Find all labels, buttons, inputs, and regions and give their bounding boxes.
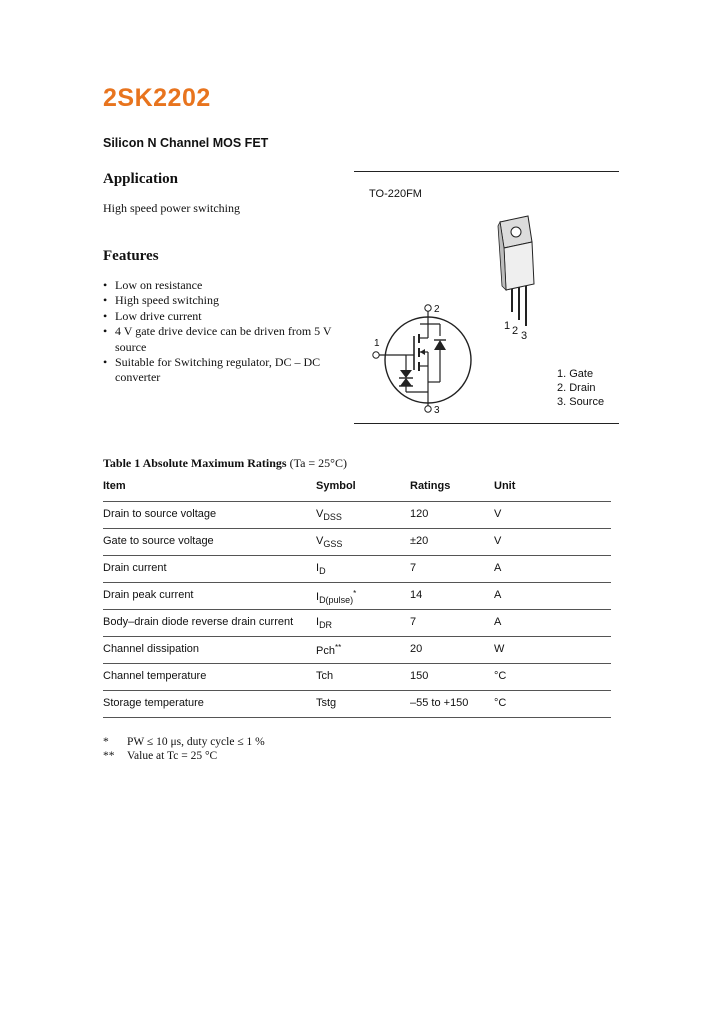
item-cell: Gate to source voltage (103, 535, 214, 547)
item-cell: Storage temperature (103, 697, 204, 709)
symbol-main: V (316, 535, 324, 547)
rating-cell: 14 (410, 589, 423, 601)
list-item (103, 309, 333, 324)
list-item (103, 278, 333, 293)
symbol-main: I (316, 591, 320, 603)
symbol-main: I (316, 616, 320, 628)
symbol-cell (316, 583, 410, 610)
column-header: Unit (494, 480, 516, 492)
list-item: 2. Drain (557, 382, 596, 394)
feature-text: Low on resistance (115, 278, 203, 292)
device-subtitle: Silicon N Channel MOS FET (103, 136, 269, 150)
footnote-text: PW ≤ 10 μs, duty cycle ≤ 1 % (127, 736, 265, 748)
symbol-main: V (316, 508, 324, 520)
footnote-mark: ** (103, 750, 115, 762)
lead-number: 3 (521, 330, 528, 342)
footnote (103, 749, 265, 763)
feature-text: 4 V gate drive device can be driven from 5 V source (115, 324, 332, 354)
symbol-subscript: D (319, 566, 326, 576)
symbol-subscript: DSS (323, 512, 342, 522)
unit-cell: A (494, 589, 502, 601)
footnotes (103, 735, 265, 763)
bullet-icon: • (103, 324, 108, 339)
symbol-cell (316, 556, 410, 583)
column-header: Symbol (316, 480, 356, 492)
source-pin-label: 3 (434, 405, 440, 416)
symbol-cell (316, 610, 410, 637)
gate-pin-label: 1 (374, 338, 380, 349)
symbol-footnote-mark: ** (334, 643, 342, 652)
package-name: TO-220FM (369, 188, 422, 200)
table-body (103, 502, 611, 718)
symbol-main: Pch (316, 645, 335, 657)
table-row (103, 529, 611, 556)
symbol-main: Tch (316, 670, 334, 682)
list-item (103, 293, 333, 308)
drain-pin-label: 2 (434, 304, 440, 315)
table-row (103, 556, 611, 583)
footnote-text: Value at Tc = 25 °C (127, 750, 218, 762)
symbol-main: Tstg (316, 697, 337, 709)
item-cell: Drain to source voltage (103, 508, 217, 520)
footnote-mark: * (103, 736, 109, 748)
table-title (103, 456, 347, 471)
unit-cell: V (494, 508, 502, 520)
rating-cell: 7 (410, 562, 417, 574)
rating-cell: 7 (410, 616, 417, 628)
bullet-icon: • (103, 293, 108, 308)
list-item: 1. Gate (557, 368, 594, 380)
unit-cell: W (494, 643, 505, 655)
bullet-icon: • (103, 278, 108, 292)
table-row (103, 583, 611, 610)
rating-cell: 120 (410, 508, 429, 520)
symbol-cell (316, 529, 410, 556)
item-cell: Body–drain diode reverse drain current (103, 616, 294, 628)
symbol-main: I (316, 562, 320, 574)
table-row (103, 610, 611, 637)
application-text: High speed power switching (103, 201, 240, 215)
rating-cell: ±20 (410, 535, 429, 547)
unit-cell: A (494, 616, 502, 628)
unit-cell: V (494, 535, 502, 547)
column-header: Item (103, 480, 126, 492)
item-cell: Drain current (103, 562, 167, 574)
package-top-rule (354, 171, 619, 172)
table-title-condition: (Ta = 25°C) (286, 456, 347, 470)
unit-cell: A (494, 562, 502, 574)
item-cell: Channel dissipation (103, 643, 200, 655)
symbol-footnote-mark: * (353, 589, 357, 598)
list-item: 3. Source (557, 396, 605, 408)
table-row (103, 502, 611, 529)
table-title-bold: Table 1 Absolute Maximum Ratings (103, 456, 287, 470)
symbol-subscript: D(pulse) (319, 595, 354, 605)
ratings-table (103, 480, 611, 718)
rating-cell: 20 (410, 643, 423, 655)
table-row (103, 637, 611, 664)
footnote (103, 735, 265, 749)
unit-cell: °C (494, 697, 507, 709)
item-cell: Channel temperature (103, 670, 207, 682)
feature-text: High speed switching (115, 293, 219, 308)
feature-text: Suitable for Switching regulator, DC – DC converter (115, 355, 321, 385)
package-outline-icon (490, 212, 550, 342)
table-header-row (103, 480, 611, 502)
symbol-cell (316, 637, 410, 664)
feature-text: Low drive current (115, 308, 202, 323)
table-row (103, 691, 611, 718)
symbol-subscript: GSS (323, 539, 343, 549)
symbol-cell (316, 502, 410, 529)
rating-cell: 150 (410, 670, 429, 682)
symbol-subscript: DR (319, 620, 333, 630)
table-row (103, 664, 611, 691)
lead-number: 2 (512, 325, 519, 337)
package-bottom-rule (354, 423, 619, 424)
unit-cell: °C (494, 670, 507, 682)
list-item (103, 324, 333, 355)
application-heading: Application (103, 171, 179, 187)
list-item (103, 355, 333, 386)
mosfet-schematic-icon (370, 300, 475, 418)
features-heading: Features (103, 248, 159, 264)
pin-legend (557, 367, 604, 409)
bullet-icon: • (103, 308, 108, 323)
item-cell: Drain peak current (103, 589, 194, 601)
features-list (103, 278, 333, 386)
symbol-cell (316, 691, 410, 718)
symbol-cell (316, 664, 410, 691)
part-number-title: 2SK2202 (103, 84, 211, 112)
bullet-icon: • (103, 355, 108, 370)
lead-number: 1 (504, 320, 511, 332)
rating-cell: –55 to +150 (410, 697, 469, 709)
column-header: Ratings (410, 480, 451, 492)
